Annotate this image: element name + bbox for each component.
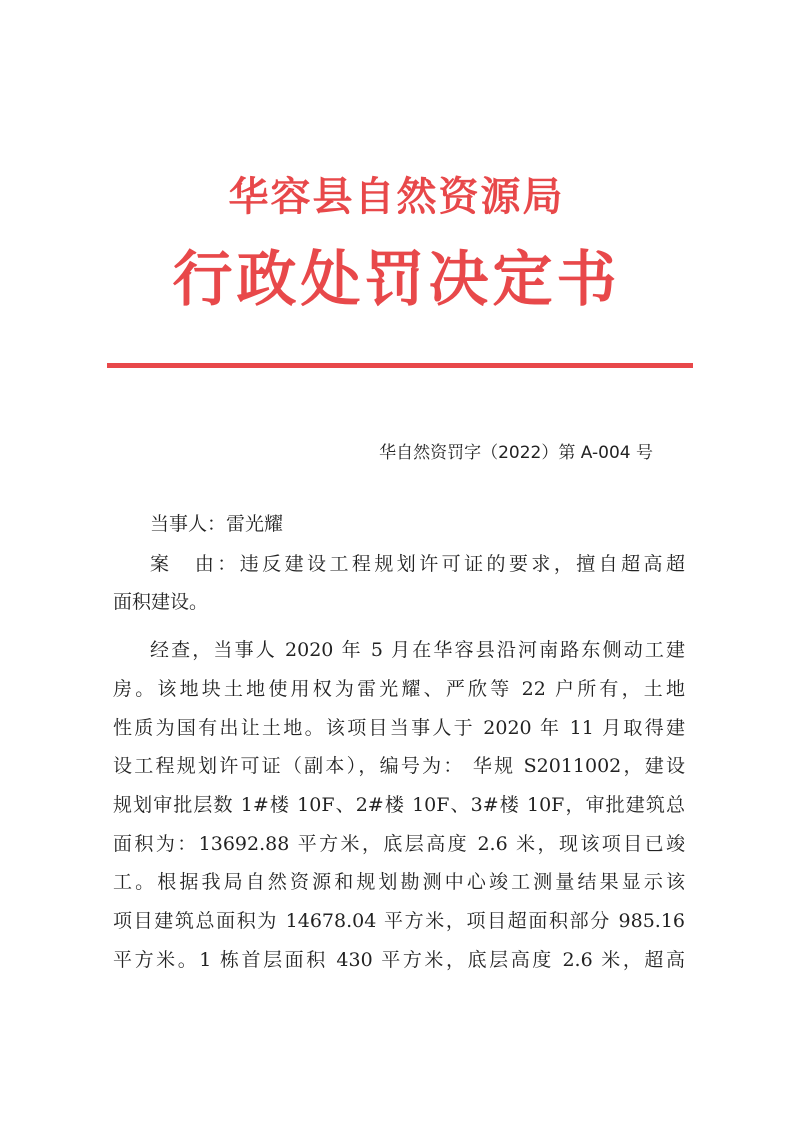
facts-line: 规划审批层数 1#楼 10F、2#楼 10F、3#楼 10F，审批建筑总 bbox=[113, 794, 685, 816]
document-number: 华自然资罚字（2022）第 A-004 号 bbox=[379, 443, 653, 463]
facts-line: 面积为：13692.88 平方米，底层高度 2.6 米，现该项目已竣 bbox=[113, 833, 685, 855]
facts-line: 工。根据我局自然资源和规划勘测中心竣工测量结果显示该 bbox=[113, 871, 685, 893]
facts-line: 性质为国有出让土地。该项目当事人于 2020 年 11 月取得建 bbox=[113, 717, 685, 739]
facts-line: 项目建筑总面积为 14678.04 平方米，项目超面积部分 985.16 bbox=[113, 910, 685, 932]
facts-line: 经查，当事人 2020 年 5 月在华容县沿河南路东侧动工建 bbox=[150, 639, 685, 661]
case-reason-line: 案 由：违反建设工程规划许可证的要求，擅自超高超 bbox=[150, 553, 685, 575]
case-reason-line: 面积建设。 bbox=[113, 591, 209, 613]
facts-line: 平方米。1 栋首层面积 430 平方米，底层高度 2.6 米，超高 bbox=[113, 949, 685, 971]
party-line: 当事人：雷光耀 bbox=[150, 513, 284, 535]
red-divider bbox=[107, 363, 693, 368]
document-type-title: 行政处罚决定书 bbox=[172, 245, 621, 315]
agency-title: 华容县自然资源局 bbox=[228, 173, 565, 220]
facts-line: 房。该地块土地使用权为雷光耀、严欣等 22 户所有，土地 bbox=[113, 678, 685, 700]
facts-line: 设工程规划许可证（副本），编号为： 华规 S2011002，建设 bbox=[113, 755, 685, 777]
